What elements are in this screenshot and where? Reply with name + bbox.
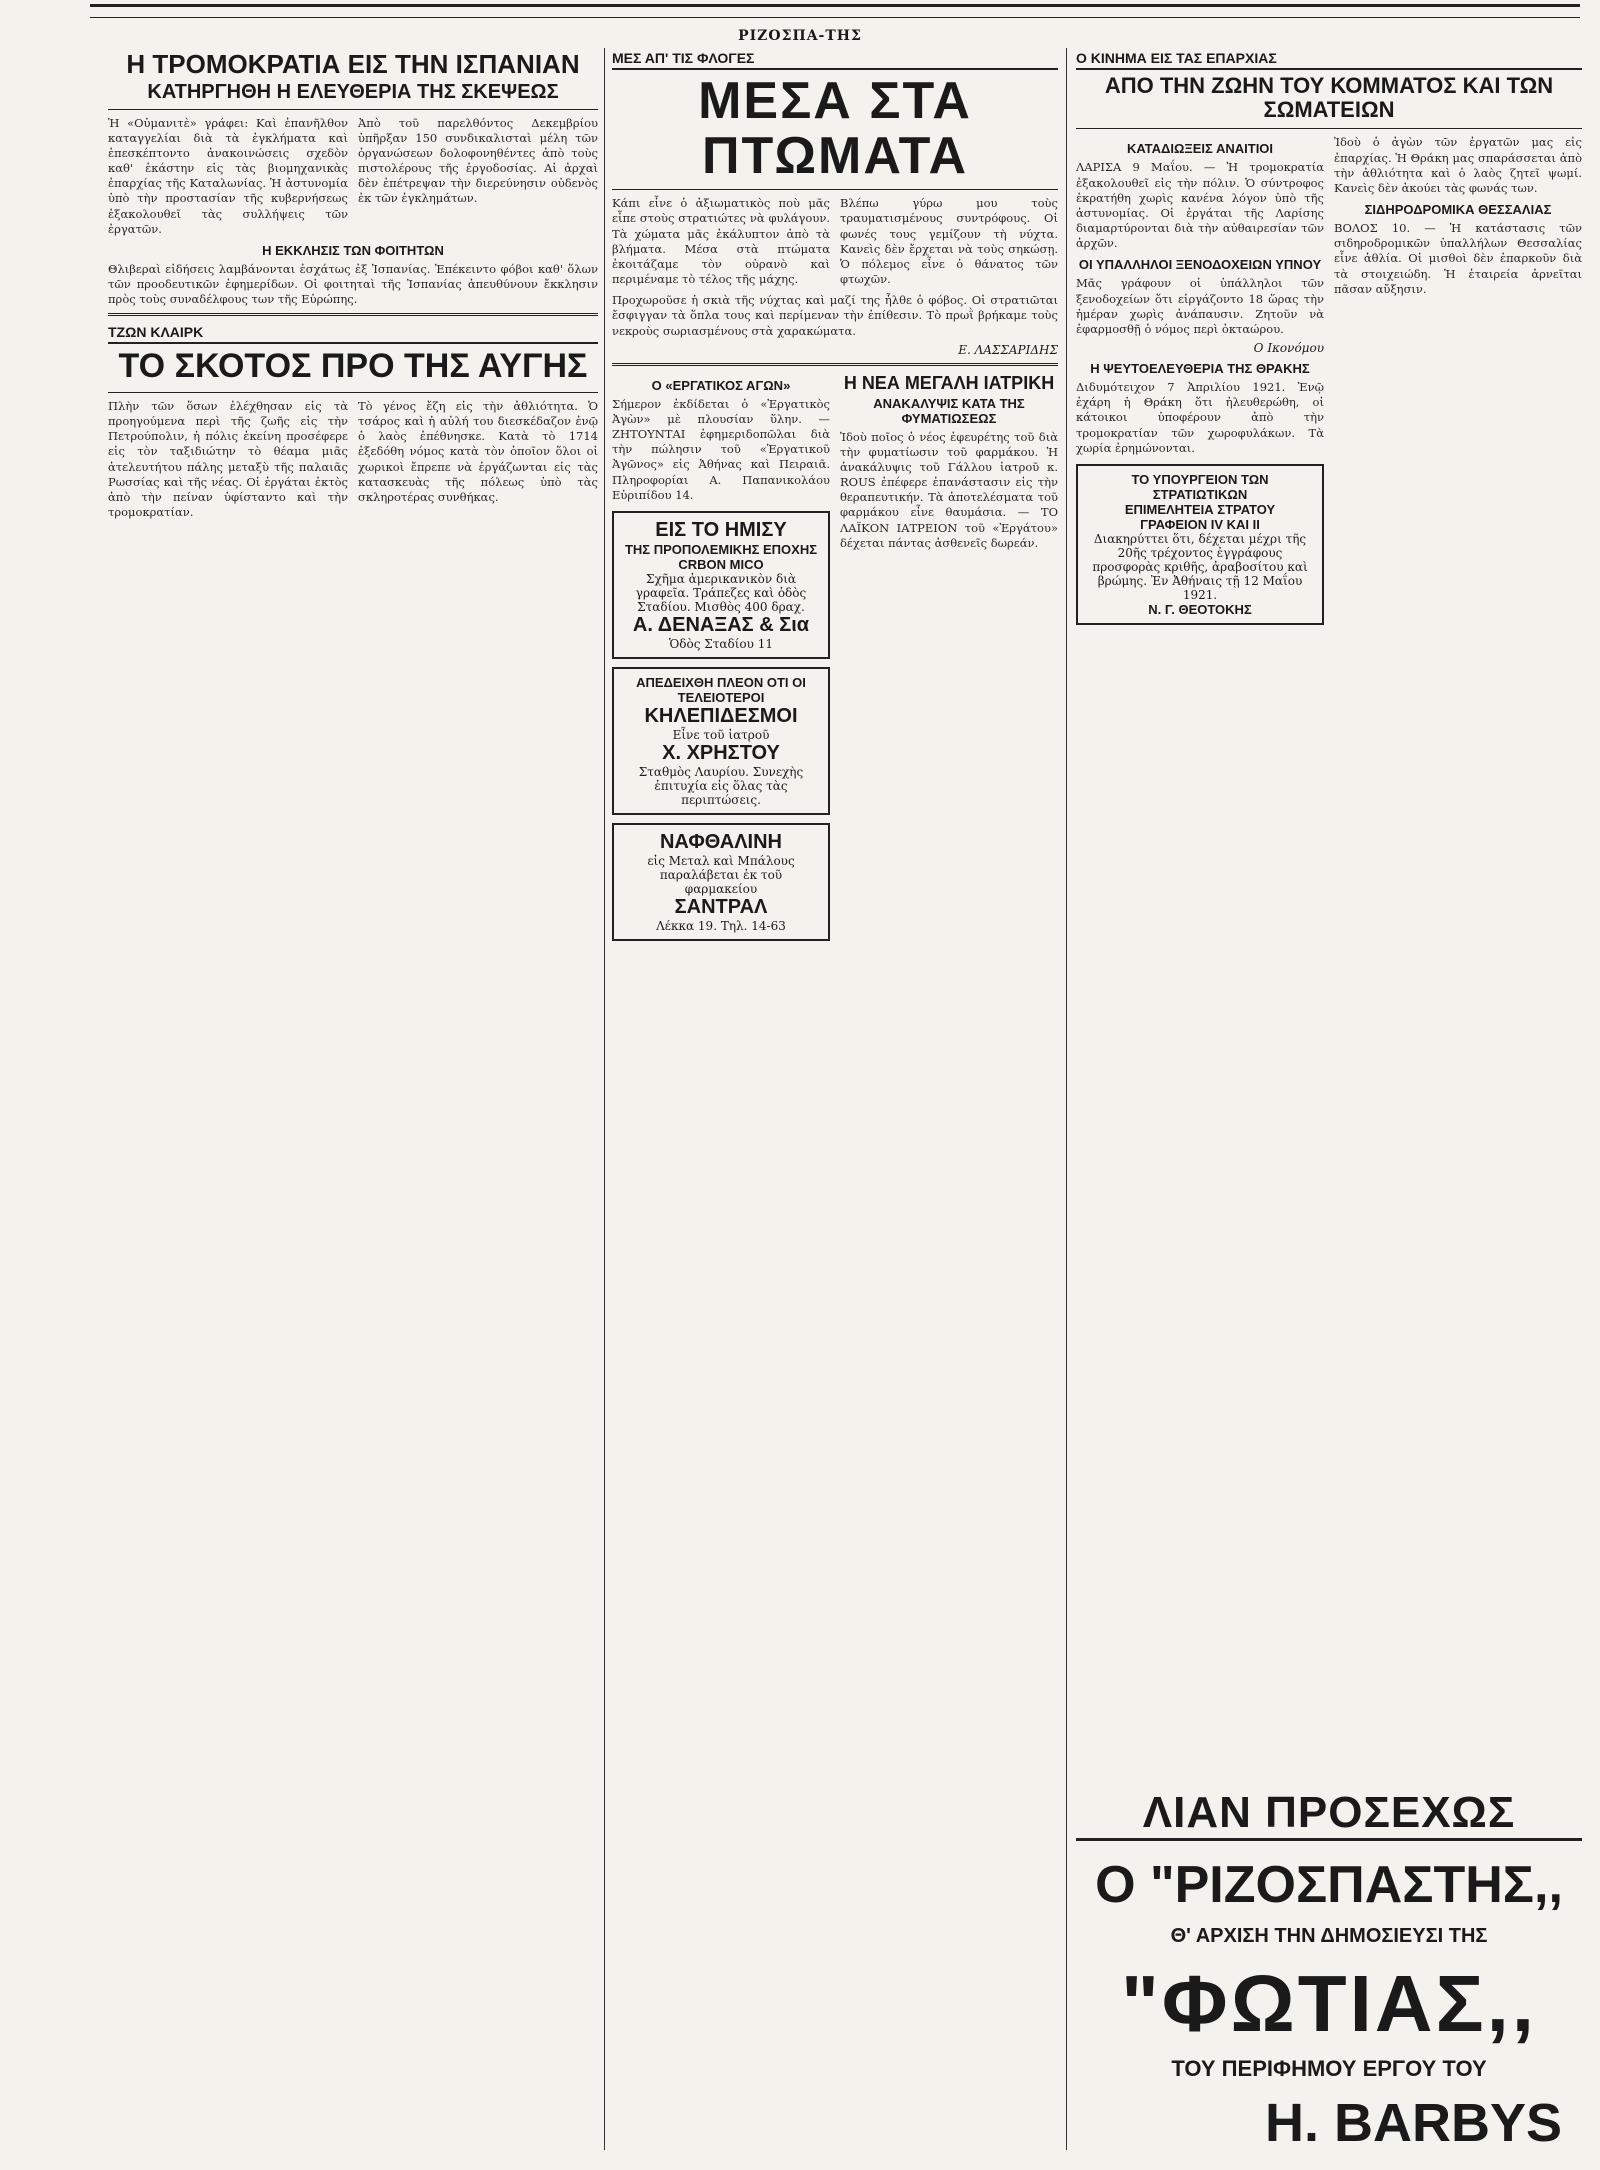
ad-title: ΝΑΦΘΑΛΙΝΗ	[659, 830, 782, 853]
article-headline: Η ΤΡΟΜΟΚΡΑΤΙΑ ΕΙΣ ΤΗΝ ΙΣΠΑΝΙΑΝ	[126, 49, 580, 79]
ad-box	[612, 667, 830, 815]
notice-body: Διακηρύττει ὅτι, δέχεται μέχρι τῆς 20ῆς τρέχοντος ἐγγράφους προσφορὰς κριθῆς, ἀραβοσίτου καὶ βρώμης. Ἐν Ἀθήναις τῇ 12 Μαΐου 1921.	[1092, 531, 1308, 602]
masthead-title: ΡΙΖΟΣΠΑ-ΤΗΣ	[738, 28, 862, 44]
article-body-left: Κάπι εἶνε ὁ ἀξιωματικὸς ποὺ μᾶς εἶπε στοὺς στρατιώτες νὰ φυλάγουν. Τὰ χώματα μᾶς ἐκάλυπτον ἀπὸ τὰ βλήματα. Μέσα στὰ πτώματα ἐκοιτάζαμε τὸν οὐρανὸ καὶ περιμέναμε τὸ τέλος τῆς μάχης.	[612, 196, 830, 287]
ad-name: Χ. ΧΡΗΣΤΟΥ	[662, 741, 780, 764]
section-body: Ἰδοὺ ὁ ἀγὼν τῶν ἐργατῶν μας εἰς ἐπαρχίας. Ἡ Θράκη μας σπαράσσεται ἀπὸ τὴν ἀθλιότητα καὶ ὁ λαὸς ζητεῖ ψωμί. Κανεὶς δὲν ἀκούει τὰς φωνάς των.	[1334, 135, 1582, 195]
column-divider	[604, 48, 605, 2150]
section-body: ΒΟΛΟΣ 10. — Ἡ κατάστασις τῶν σιδηροδρομικῶν ὑπαλλήλων Θεσσαλίας εἶνε ἀθλία. Οἱ μισθοὶ δὲν ἐπαρκοῦν διὰ τὰ στοιχειώδη. Ἡ ἑταιρεία ἀρνεῖται πᾶσαν αὔξησιν.	[1334, 221, 1582, 296]
section-heading: ΣΙΔΗΡΟΔΡΟΜΙΚΑ ΘΕΣΣΑΛΙΑΣ	[1364, 202, 1552, 218]
article-kicker: ΤΖΩΝ ΚΛΑΙΡΚ	[108, 322, 598, 344]
article-body-left: Ἡ «Οὐμανιτὲ» γράφει: Καὶ ἐπανῆλθον καταγγελίαι διὰ τὰ ἐγκλήματα καὶ ἐπεσκέπτοντο ἀνακοινώσεις σχεδὸν καθ' ἑκάστην εἰς τὰς βιομηχανικὰς ἐπαρχίας τῆς Καταλωνίας. Ἡ ἀστυνομία ὑπὸ τὴν προστασίαν τῆς κυβερνήσεως ἐξακολουθεῖ τὰς συλλήψεις τῶν ἐργατῶν.	[108, 115, 348, 236]
ad-address: Ὁδὸς Σταδίου 11	[668, 636, 774, 651]
article-headline: Η ΝΕΑ ΜΕΓΑΛΗ ΙΑΤΡΙΚΗ	[843, 372, 1055, 393]
ad-body: Σχῆμα ἀμερικανικὸν διὰ γραφεῖα. Τράπεζες καὶ ὁδὸς Σταδίου. Μισθὸς 400 δραχ.	[635, 571, 807, 614]
section-heading: ΚΑΤΑΔΙΩΞΕΙΣ ΑΝΑΙΤΙΟΙ	[1126, 141, 1274, 157]
ad-title: ΕΙΣ ΤΟ ΗΜΙΣΥ	[655, 518, 787, 541]
article-signature: Ο Ικονόμου	[1253, 341, 1324, 356]
promo-line-2: Ο "ΡΙΖΟΣΠΑΣΤΗΣ,,	[1095, 1856, 1563, 1914]
article-body	[108, 116, 598, 237]
section-heading: ΟΙ ΥΠΑΛΛΗΛΟΙ ΞΕΝΟΔΟΧΕΙΩΝ ΥΠΝΟΥ	[1078, 257, 1322, 273]
article-body-right: Ἀπὸ τοῦ παρελθόντος Δεκεμβρίου ὑπῆρξαν 150 συνδικαλισταὶ μέλη τῶν ὀργανώσεων δολοφονηθέντες ἀπὸ τοὺς πιστολέρους τῆς ἐργοδοσίας. Αἱ ἀρχαὶ δὲν ἐπέτρεψαν τὴν διερεύνησιν οὐδενὸς ἐκ τῶν ἐγκλημάτων.	[358, 115, 598, 206]
article-body	[612, 196, 1058, 287]
promo-line-5: ΤΟΥ ΠΕΡΙΦΗΜΟΥ ΕΡΓΟΥ ΤΟΥ	[1171, 2056, 1487, 2081]
ad-footer: Α. ΔΕΝΑΞΑΣ & Σια	[632, 613, 810, 636]
promo-line-4: "ΦΩΤΙΑΣ,,	[1120, 1959, 1538, 2048]
promo-line-6: Η. BARBYS	[1264, 2093, 1562, 2153]
notice-title: Ο «ΕΡΓΑΤΙΚΟΣ ΑΓΩΝ»	[651, 377, 791, 393]
ad-title: ΑΠΕΔΕΙΧΘΗ ΠΛΕΟΝ ΟΤΙ ΟΙ ΤΕΛΕΙΟΤΕΡΟΙ	[636, 674, 806, 705]
section-body: Διδυμότειχον 7 Ἀπριλίου 1921. Ἐνῷ ἐχάρη ἡ Θράκη ὅτι ἠλευθερώθη, οἱ κάτοικοι ὑποφέρουν ἀπὸ τὴν τρομοκρατίαν τῶν χωροφυλάκων. Τὰ χωρία ἐρημώνονται.	[1076, 380, 1324, 455]
section-body: ΛΑΡΙΣΑ 9 Μαΐου. — Ἡ τρομοκρατία ἐξακολουθεῖ εἰς τὴν πόλιν. Ὁ σύντροφος ἐκρατήθη χωρὶς κανένα λόγον ὑπὸ τῆς ἀστυνομίας. Οἱ ἐργάται τῆς Λαρίσης διαμαρτύρονται διὰ τὴν αὐθαιρεσίαν τῶν ἀρχῶν.	[1076, 160, 1324, 251]
subcolumn-left	[1076, 135, 1324, 633]
notice-box	[1076, 464, 1324, 625]
notice-body: Σήμερον ἐκδίδεται ὁ «Ἐργατικὸς Ἀγὼν» μὲ πλουσίαν ὕλην. — ΖΗΤΟΥΝΤΑΙ ἐφημεριδοπῶλαι διὰ τὴν πώλησιν τοῦ «Ἐργατικοῦ Ἀγῶνος» εἰς Ἀθήνας καὶ Πειραιᾶ. Πληροφορίαι Α. Παπανικολάου Εὐριπίδου 14.	[612, 396, 830, 502]
ad-box	[612, 511, 830, 659]
ad-name: ΣΑΝΤΡΑΛ	[674, 895, 768, 918]
notice-subtitle-2: ΓΡΑΦΕΙΟΝ IV ΚΑΙ II	[1140, 516, 1260, 532]
promo-line-3: Θ' ΑΡΧΙΣΗ ΤΗΝ ΔΗΜΟΣΙΕΥΣΙ ΤΗΣ	[1170, 1925, 1488, 1947]
notice-title: ΤΟ ΥΠΟΥΡΓΕΙΟΝ ΤΩΝ ΣΤΡΑΤΙΩΤΙΚΩΝ	[1131, 471, 1269, 502]
promo-line-1: ΛΙΑΝ ΠΡΟΣΕΧΩΣ	[1076, 1788, 1582, 1841]
article-headline: ΜΕΣΑ ΣΤΑ ΠΤΩΜΑΤΑ	[698, 72, 972, 185]
ad-subtitle: ΚΗΛΕΠΙΔΕΣΜΟΙ	[644, 704, 798, 727]
section-body: Θλιβεραὶ εἰδήσεις λαμβάνονται ἐσχάτως ἐξ Ἰσπανίας. Ἐπέκειντο φόβοι καθ' ὅλων τῶν προοδευτικῶν ἐφημερίδων. Οἱ φοιτηταὶ τῆς Ἰσπανίας ἀπευθύνουν ἔκκλησιν πρὸς τοὺς συναδέλφους των τῆς Εὐρώπης.	[108, 261, 598, 307]
section-heading: Η ΕΚΚΛΗΣΙΣ ΤΩΝ ΦΟΙΤΗΤΩΝ	[262, 242, 444, 258]
lower-section	[612, 372, 1058, 949]
ad-box	[612, 823, 830, 941]
notice-signature: Ν. Γ. ΘΕΟΤΟΚΗΣ	[1148, 601, 1252, 617]
article-body	[108, 399, 598, 520]
subcolumn-right	[1334, 135, 1582, 633]
top-rule	[90, 4, 1580, 18]
article-subhead: ΑΝΑΚΑΛΥΨΙΣ ΚΑΤΑ ΤΗΣ ΦΥΜΑΤΙΩΣΕΩΣ	[873, 395, 1025, 426]
article-body: Ἰδοὺ ποῖος ὁ νέος ἐφευρέτης τοῦ διὰ τὴν φυματίωσιν τοῦ φαρμάκου. Ἡ ἀνακάλυψις τοῦ Γάλλου ἰατροῦ κ. ROUS ἐπέφερε ἐπανάστασιν εἰς τὴν θεραπευτικήν. Τὰ ἀποτελέσματα τοῦ φαρμάκου εἶνε θαυμάσια. — ΤΟ ΛΑΪΚΟΝ ΙΑΤΡΕΙΟΝ τοῦ «Ἐργάτου» δέχεται πάντας ἀσθενεῖς δωρεάν.	[840, 429, 1058, 550]
column-left	[108, 48, 598, 2150]
ad-body: εἰς Μεταλ καὶ Μπάλους παραλάβεται ἐκ τοῦ φαρμακείου	[647, 853, 795, 896]
promo-block	[1076, 1788, 1582, 2153]
article-subhead: ΚΑΤΗΡΓΗΘΗ Η ΕΛΕΥΘΕΡΙΑ ΤΗΣ ΣΚΕΨΕΩΣ	[147, 80, 559, 103]
medical-column	[840, 372, 1058, 949]
article-body-bottom: Προχωροῦσε ἡ σκιὰ τῆς νύχτας καὶ μαζί της ἦλθε ὁ φόβος. Οἱ στρατιῶται ἔσφιγγαν τὰ ὅπλα τους καὶ περίμεναν τὴν ἐπίθεσιν. Τὸ πρωῒ βρήκαμε τοὺς νεκροὺς σωριασμένους στὰ χαρακώματα.	[612, 293, 1058, 338]
ad-brand: CRBON MICO	[678, 556, 764, 572]
article-body	[1076, 135, 1582, 633]
ad-address: Λέκκα 19. Τηλ. 14-63	[656, 918, 786, 933]
article-kicker: ΜΕΣ ΑΠ' ΤΙΣ ΦΛΟΓΕΣ	[612, 48, 1058, 70]
article-body-left: Πλὴν τῶν ὅσων ἐλέχθησαν εἰς τὰ προηγούμενα περὶ τῆς ζωῆς εἰς τὴν Πετρούπολιν, ἡ πόλις ἐκείνη προσέφερε εἰς τὸν ταξιδιώτην τὸ θέαμα μιᾶς ἀτελευτήτου πάλης μεταξὺ τῆς παλαιᾶς Ρωσσίας καὶ τῆς νέας. Οἱ ἐργάται ἐκτὸς ἀπὸ τὴν πείναν ὑφίσταντο καὶ τὴν τρομοκρατίαν.	[108, 398, 348, 520]
column-middle	[612, 48, 1058, 2150]
section-heading: Η ΨΕΥΤΟΕΛΕΥΘΕΡΙΑ ΤΗΣ ΘΡΑΚΗΣ	[1090, 361, 1310, 377]
article-body-right: Τὸ γένος ἔζη εἰς τὴν ἀθλιότητα. Ὁ τσάρος καὶ ἡ αὐλή του διεσκέδαζον ἐνῷ ὁ λαὸς ἐπέθνησκε. Κατὰ τὸ 1714 ἐξεδόθη νόμος κατὰ τὸν ὁποῖον ὅλοι οἱ χωρικοὶ ἔπρεπε νὰ ἐργάζωνται εἰς τὰς κατασκευὰς τῆς πόλεως ὑπὸ τὰς σκληροτέρας συνθήκας.	[358, 398, 598, 504]
ads-column	[612, 372, 830, 949]
ad-subtitle: ΤΗΣ ΠΡΟΠΟΛΕΜΙΚΗΣ ΕΠΟΧΗΣ	[624, 541, 818, 557]
article-kicker: Ο ΚΙΝΗΜΑ ΕΙΣ ΤΑΣ ΕΠΑΡΧΙΑΣ	[1076, 48, 1582, 70]
ad-body: Σταθμὸς Λαυρίου. Συνεχὴς ἐπιτυχία εἰς ὅλας τὰς περιπτώσεις.	[638, 764, 804, 807]
notice-subtitle: ΕΠΙΜΕΛΗΤΕΙΑ ΣΤΡΑΤΟΥ	[1124, 501, 1276, 517]
article-headline: ΤΟ ΣΚΟΤΟΣ ΠΡΟ ΤΗΣ ΑΥΓΗΣ	[118, 347, 588, 386]
ad-note: Εἶνε τοῦ ἰατροῦ	[672, 727, 770, 742]
article-headline: ΑΠΟ ΤΗΝ ΖΩΗΝ ΤΟΥ ΚΟΜΜΑΤΟΣ ΚΑΙ ΤΩΝ ΣΩΜΑΤΕΙΩΝ	[1104, 73, 1554, 123]
column-divider	[1066, 48, 1067, 2150]
section-body: Μᾶς γράφουν οἱ ὑπάλληλοι τῶν ξενοδοχείων ὅτι εἰργάζοντο 18 ὥρας τὴν ἡμέραν χωρὶς ἀνάπαυσιν. Ζητοῦν νὰ ἐφαρμοσθῇ ὁ νόμος περὶ ὀκταώρου.	[1076, 276, 1324, 336]
article-body-right: Βλέπω γύρω μου τοὺς τραυματισμένους συντρόφους. Οἱ φωνές τους γεμίζουν τὴ νύχτα. Κανεὶς δὲν ἔρχεται νὰ τοὺς σηκώσῃ. Ὁ πόλεμος εἶνε ὁ θάνατος τῶν φτωχῶν.	[840, 196, 1058, 287]
article-signature: Ε. ΛΑΣΣΑΡΙΔΗΣ	[958, 342, 1058, 357]
